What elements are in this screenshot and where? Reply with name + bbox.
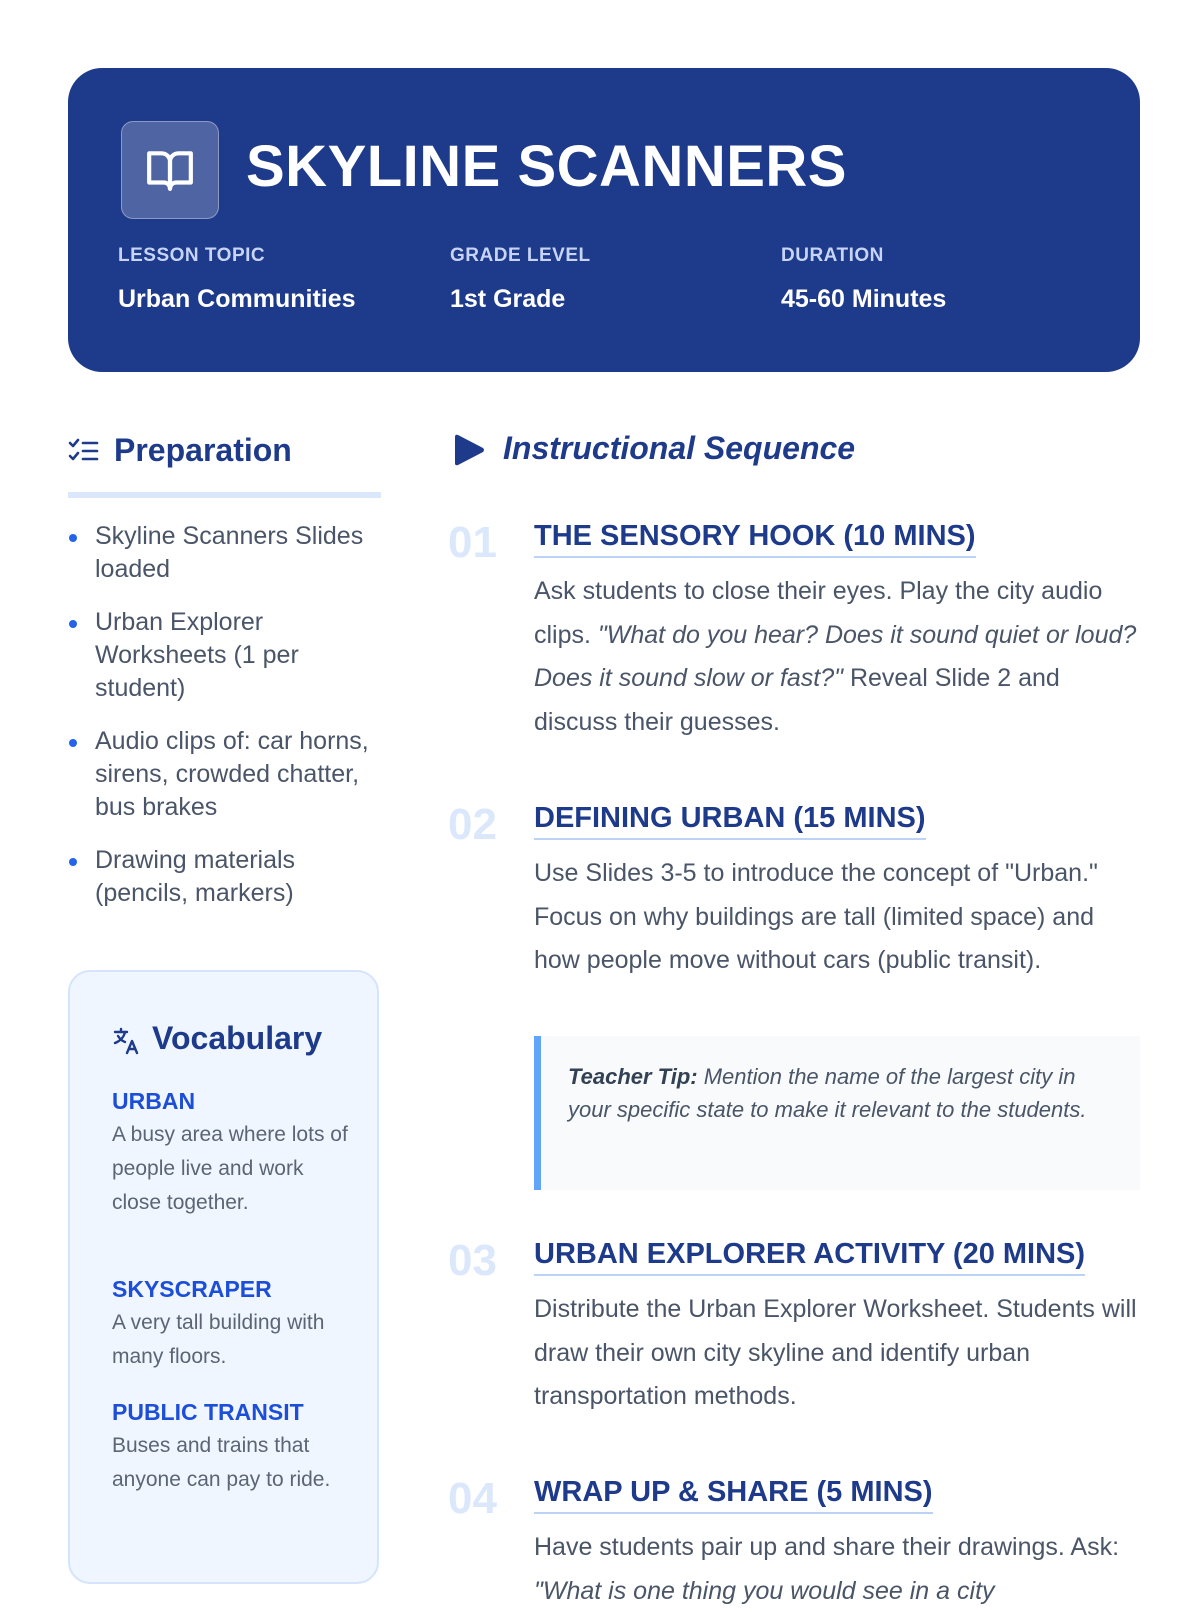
step-title: WRAP UP & SHARE (5 MINS) [534, 1474, 933, 1514]
step-number: 04 [448, 1474, 497, 1523]
tip-label: Teacher Tip: [568, 1064, 698, 1089]
checklist-icon [68, 438, 100, 469]
list-item: Audio clips of: car horns, sirens, crowded chatter, bus brakes [68, 725, 381, 824]
step-title: DEFINING URBAN (15 MINS) [534, 800, 926, 840]
vocab-term [112, 1086, 352, 1220]
lesson-header [68, 68, 1140, 372]
step-number: 03 [448, 1236, 497, 1285]
step-title: THE SENSORY HOOK (10 MINS) [534, 518, 976, 558]
vocab-definition: A busy area where lots of people live and work close together. [112, 1123, 348, 1214]
preparation-heading [68, 430, 381, 498]
vocabulary-title: Vocabulary [152, 1020, 323, 1056]
translate-icon [112, 1026, 142, 1061]
vocab-definition: Buses and trains that anyone can pay to ride. [112, 1434, 331, 1491]
meta-label: LESSON TOPIC [118, 245, 266, 266]
step-text: Ask students to close their eyes. Play the city audio clips. [534, 577, 1103, 649]
meta-value: 45-60 Minutes [781, 285, 947, 313]
tip-text: Mention the name of the largest city in your specific state to make it relevant to the students. [568, 1064, 1087, 1122]
step-quote: "What is one thing you would see in a city [534, 1576, 995, 1605]
vocab-word: URBAN [112, 1088, 196, 1114]
vocab-term [112, 1397, 352, 1497]
meta-label: GRADE LEVEL [450, 245, 591, 266]
list-item: Urban Explorer Worksheets (1 per student) [68, 606, 381, 705]
preparation-list [68, 520, 381, 930]
vocab-term [112, 1274, 352, 1374]
vocabulary-card [68, 970, 379, 1584]
step-number: 01 [448, 518, 497, 567]
vocab-word: SKYSCRAPER [112, 1276, 272, 1302]
meta-duration [781, 244, 946, 314]
list-item: Drawing materials (pencils, markers) [68, 844, 381, 910]
step-quote: "What do you hear? Does it sound quiet or loud? Does it sound slow or fast?" [534, 620, 1137, 692]
preparation-title: Preparation [114, 432, 292, 468]
meta-grade-level [450, 244, 591, 314]
step-text: Have students pair up and share their drawings. Ask: [534, 1533, 1120, 1561]
step-text: Reveal Slide 2 and discuss their guesses. [534, 664, 1060, 736]
play-icon [453, 432, 487, 473]
vocab-word: PUBLIC TRANSIT [112, 1399, 304, 1425]
meta-value: 1st Grade [450, 285, 566, 313]
vocab-definition: A very tall building with many floors. [112, 1311, 325, 1368]
meta-lesson-topic [118, 244, 356, 314]
step-description [534, 570, 1140, 744]
list-item: Skyline Scanners Slides loaded [68, 520, 381, 586]
teacher-tip [534, 1036, 1140, 1190]
meta-value: Urban Communities [118, 285, 356, 313]
meta-label: DURATION [781, 245, 884, 266]
page-title: SKYLINE SCANNERS [246, 134, 847, 199]
step-description: Use Slides 3-5 to introduce the concept of "Urban." Focus on why buildings are tall (limited space) and how people move without cars (public transit). [534, 859, 1098, 974]
step-description: Distribute the Urban Explorer Worksheet. Students will draw their own city skyline and identify urban transportation methods. [534, 1295, 1137, 1410]
step-number: 02 [448, 800, 497, 849]
step-title: URBAN EXPLORER ACTIVITY (20 MINS) [534, 1236, 1085, 1276]
book-open-icon [121, 121, 219, 219]
sequence-title: Instructional Sequence [503, 430, 856, 466]
